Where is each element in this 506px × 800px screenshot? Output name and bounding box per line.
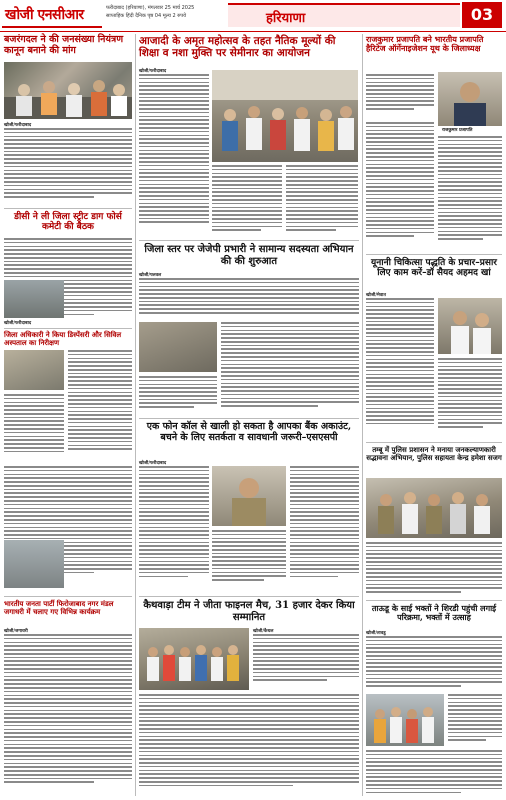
body-rajkumar-top [366,74,434,118]
logo-box [2,2,102,28]
headline-bjp-jagadhri: भारतीय जनता पार्टी फिरोजाबाद नगर मंडल जगाधरी में चलाए गए विभिन्न कार्यक्रम [4,599,114,617]
body-kaithwada-right [253,634,359,690]
issue-meta [106,4,194,20]
body-bajrangdal [4,128,132,206]
body-unani-col2 [438,358,502,438]
page-number: 03 [462,2,502,28]
body-sai-top [366,636,502,692]
body-main-col3 [286,165,358,237]
headline-unani: यूनानी चिकित्सा पद्धति के प्रचार–प्रसार लिए काम करें–डॉ सैयद अहमद खां [371,258,497,279]
photo-dispensary-2 [4,540,64,588]
seminar-photo-graphic [212,70,358,162]
headline-dispensary: जिला अधिकारी ने किया डिस्पेंसरी और सिविल अस्पताल का निरीक्षण [4,330,122,348]
byline-2: खोजी/फरीदाबाद [4,321,32,326]
issue-info: साप्ताहिक हिंदी दैनिक पृष्ठ 04 मूल्य 2 रुपये [106,13,186,19]
masthead-rule [0,31,506,32]
body-main-col1 [139,74,209,236]
body-dispensary-left [4,394,64,462]
body-sai-right [448,694,502,746]
photo-unani [438,298,502,354]
photo-street-dog-1 [4,280,64,318]
byline-7: खोजी/मेवात [366,293,386,298]
team-photo-graphic [139,628,249,690]
doctor-photo-graphic [438,298,502,354]
portrait-graphic [438,72,502,126]
headline-phone-call: एक फोन कॉल से खाली हो सकता है आपका बैंक अकाउंट, बचने के लिए सतर्कता व सावधानी जरूरी–एसएसपी [146,421,352,443]
body-bjp-jagadhri [4,634,132,796]
crowd-photo-graphic [4,62,132,119]
body-phone-col1 [139,466,209,592]
photo-rajkumar [438,72,502,126]
body-phone-col3 [290,466,359,592]
byline-3: खोजी/जगाधरी [4,629,28,634]
photo-jjp-1 [139,322,217,372]
photo-dispensary [4,350,64,390]
byline-8: खोजी/तावडू [366,631,386,636]
byline-5: खोजी/फरीदाबाद [139,461,167,466]
body-main-col2 [212,165,282,237]
headline-jjp: जिला स्तर पर जेजेपी प्रभारी ने सामान्य सदस्यता अभियान की की शुरुआत [144,244,354,267]
photo-bajrangdal [4,62,132,119]
photo-police [366,478,502,538]
ssp-photo-graphic [212,466,286,526]
body-phone-col2 [212,530,286,592]
headline-kaithwada: कैथवाड़ा टीम ने जीता फाइनल मैच, 31 हजार देकर किया सम्मानित [143,600,355,623]
headline-main: आजादी के अमृत महोत्सव के तहत नैतिक मूल्यों की शिक्षा व नशा मुक्ति पर सेमीनार का आयोजन [139,35,336,60]
headline-police: तम्बू में पुलिस प्रशासन ने मनाया जनकल्याणकारी सद्भावना अभियान, पुलिस सहायता केन्द्र हमेशा सजग [366,445,502,463]
photo-sai-bhakt [366,694,444,746]
section-title: हरियाणा [266,11,306,26]
headline-rajkumar: राजकुमार प्रजापति बने भारतीय प्रजापति हैरिटेज ऑर्गेनाइजेशन यूथ के जिलाध्यक्ष [366,34,484,54]
body-dispensary-right [68,350,132,460]
byline-4: खोजी/पलवल [139,273,162,278]
body-rajkumar-left [366,122,434,250]
body-kaithwada-bottom [139,694,359,796]
body-jjp-left [139,376,217,414]
section-banner [228,3,460,27]
body-sai-bottom [366,750,502,796]
newspaper-logo: खोजी एनसीआर [5,7,84,23]
body-unani-col1 [366,298,434,438]
police-photo-graphic [366,478,502,538]
byline-6: खोजी/कैथल [253,629,274,634]
pilgrims-photo-graphic [366,694,444,746]
photo-seminar [212,70,358,162]
masthead [0,0,506,30]
photo-ssp [212,466,286,526]
byline-main: खोजी/फरीदाबाद [139,69,167,74]
body-rajkumar-right [438,136,502,250]
headline-street-dog: डीसी ने ली जिला स्ट्रीट डाग फोर्स कमेटी की बैठक [14,212,122,233]
caption-rajkumar: राजकुमार प्रजापति [442,128,473,133]
body-jjp-top [139,278,359,320]
photo-cricket-team [139,628,249,690]
body-police [366,542,502,598]
headline-bajrangdal: बजरंगदल ने की जनसंख्या नियंत्रण कानून बनाने की मांग [4,34,124,56]
issue-date: फरीदाबाद (हरियाणा), मंगलवार 25 मार्च 2025 [106,5,195,11]
byline-1: खोजी/फरीदाबाद [4,123,32,128]
body-jjp-right [221,322,359,414]
headline-sai-bhakt: ताऊडू के साई भक्तों ने शिरडी पहुंची लगाई परिक्रमा, भक्तों में उत्साह [371,603,497,623]
